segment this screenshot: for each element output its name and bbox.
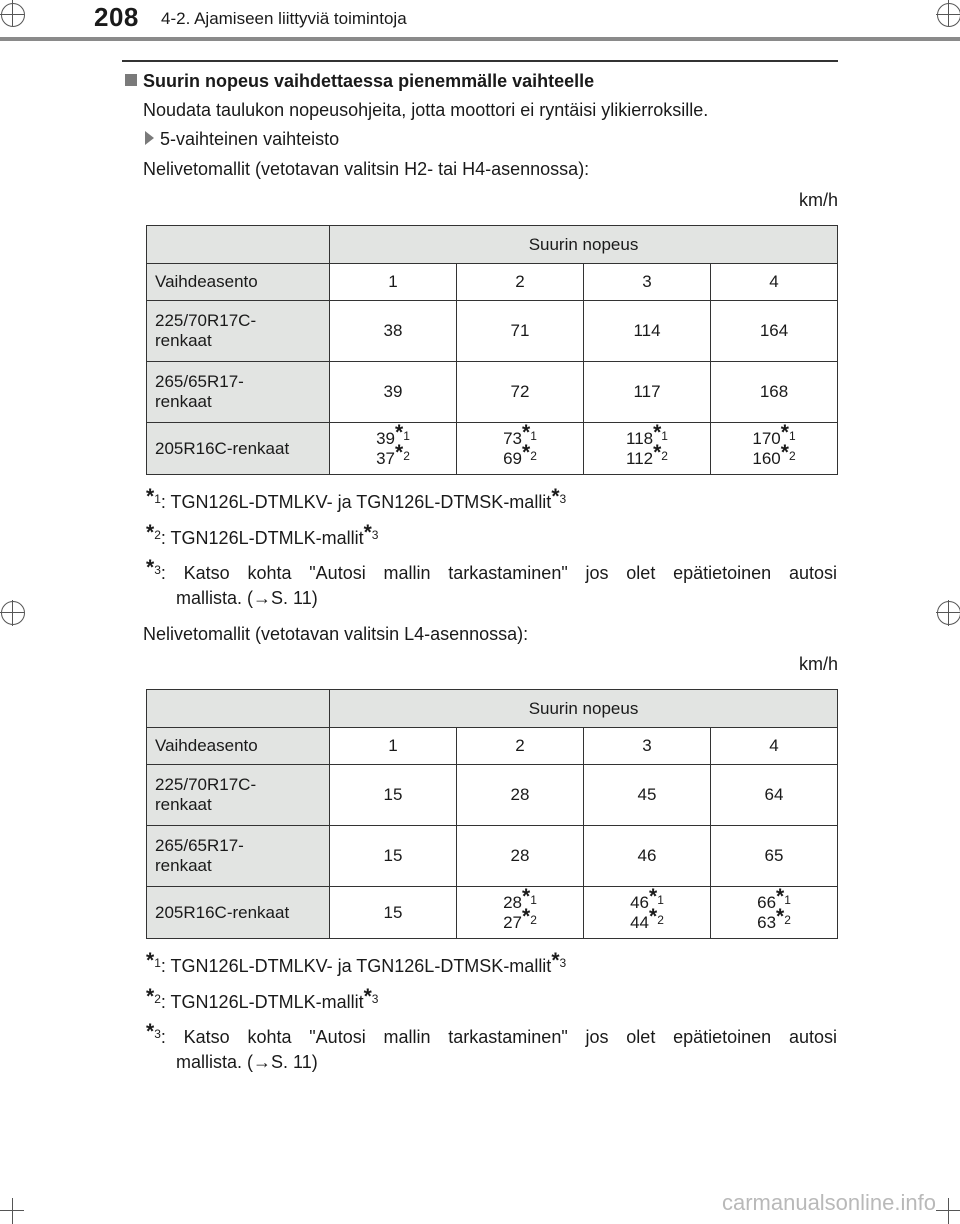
speed-cell: 72	[457, 362, 584, 423]
section-rule	[122, 60, 838, 62]
speed-cell: 164	[711, 301, 838, 362]
speed-cell: 28	[457, 765, 584, 826]
speed-cell: 28	[457, 826, 584, 887]
gear-cell: 4	[711, 728, 838, 765]
table-row	[147, 826, 838, 887]
gear-cell: 1	[330, 728, 457, 765]
table-row	[147, 765, 838, 826]
gear-cell: 2	[457, 728, 584, 765]
table1-units: km/h	[798, 190, 838, 210]
tyre-label: 225/70R17C- renkaat	[147, 301, 330, 362]
table-row	[147, 362, 838, 423]
speed-cell: 45	[584, 765, 711, 826]
speed-cell: 39	[330, 362, 457, 423]
gear-cell: 2	[457, 264, 584, 301]
speed-cell: 118*$^1$ 112*$^2$	[584, 423, 711, 475]
speed-cell: 46*$^1$ 44*$^2$	[584, 887, 711, 939]
speed-cell: 73*$^1$ 69*$^2$	[457, 423, 584, 475]
header-rule	[0, 37, 960, 41]
tyre-label: 205R16C-renkaat	[147, 887, 330, 939]
crop-mark	[1, 3, 25, 27]
speed-cell: 64	[711, 765, 838, 826]
tyre-label: 265/65R17- renkaat	[147, 362, 330, 423]
footnote-1: *$^1$: TGN126L-DTMLKV- ja TGN126L-DTMSK-mallit*$^3$	[146, 485, 567, 512]
speed-cell: 170*$^1$ 160*$^2$	[711, 423, 838, 475]
speed-cell: 15	[330, 826, 457, 887]
crop-mark	[12, 1198, 13, 1224]
speed-cell: 114	[584, 301, 711, 362]
speed-cell: 28*$^1$ 27*$^2$	[457, 887, 584, 939]
speed-cell: 39*$^1$ 37*$^2$	[330, 423, 457, 475]
footnote-1: *$^1$: TGN126L-DTMLKV- ja TGN126L-DTMSK-mallit*$^3$	[146, 949, 567, 976]
gear-label: Vaihdeasento	[147, 264, 330, 301]
footnote-3: *$^3$: Katso kohta "Autosi mallin tarkastaminen" jos olet epätietoinen autosi mallista. (→S. 11)	[146, 556, 837, 608]
chapter-title: 4-2. Ajamiseen liittyviä toimintoja	[161, 9, 407, 28]
table-row	[147, 301, 838, 362]
triangle-bullet-icon	[145, 131, 154, 145]
tyre-label: 205R16C-renkaat	[147, 423, 330, 475]
table-row	[147, 887, 838, 939]
speed-cell: 46	[584, 826, 711, 887]
table1	[146, 225, 838, 475]
speed-cell: 168	[711, 362, 838, 423]
table2	[146, 689, 838, 939]
subheading: 5-vaihteinen vaihteisto	[160, 129, 340, 149]
footnote-3: *$^3$: Katso kohta "Autosi mallin tarkastaminen" jos olet epätietoinen autosi mallista. (→S. 11)	[146, 1020, 837, 1072]
gear-cell: 4	[711, 264, 838, 301]
crop-mark	[1, 601, 25, 625]
section-intro: Noudata taulukon nopeusohjeita, jotta moottori ei ryntäisi ylikierroksille.	[143, 100, 709, 120]
footnote-2: *$^2$: TGN126L-DTMLK-mallit*$^3$	[146, 521, 379, 548]
tyre-label: 265/65R17- renkaat	[147, 826, 330, 887]
speed-cell: 38	[330, 301, 457, 362]
table-header: Suurin nopeus	[330, 690, 838, 728]
crop-mark	[948, 1198, 949, 1224]
section-bullet-icon	[125, 74, 137, 86]
speed-cell: 15	[330, 765, 457, 826]
watermark: carmanualsonline.info	[721, 1190, 936, 1215]
speed-cell: 65	[711, 826, 838, 887]
table-row	[147, 423, 838, 475]
crop-mark	[937, 601, 960, 625]
gear-label: Vaihdeasento	[147, 728, 330, 765]
speed-cell: 117	[584, 362, 711, 423]
gear-cell: 1	[330, 264, 457, 301]
table-corner	[147, 690, 330, 728]
table-header: Suurin nopeus	[330, 226, 838, 264]
speed-cell: 71	[457, 301, 584, 362]
table2-units: km/h	[798, 654, 838, 674]
tyre-label: 225/70R17C- renkaat	[147, 765, 330, 826]
speed-cell: 66*$^1$ 63*$^2$	[711, 887, 838, 939]
table-corner	[147, 226, 330, 264]
section-title: Suurin nopeus vaihdettaessa pienemmälle vaihteelle	[143, 71, 595, 91]
table1-caption: Nelivetomallit (vetotavan valitsin H2- tai H4-asennossa):	[143, 159, 590, 179]
table2-caption: Nelivetomallit (vetotavan valitsin L4-asennossa):	[143, 624, 529, 644]
footnote-2: *$^2$: TGN126L-DTMLK-mallit*$^3$	[146, 985, 379, 1012]
crop-mark	[937, 3, 960, 27]
speed-cell: 15	[330, 887, 457, 939]
gear-cell: 3	[584, 264, 711, 301]
gear-cell: 3	[584, 728, 711, 765]
page-number: 208	[94, 2, 139, 32]
